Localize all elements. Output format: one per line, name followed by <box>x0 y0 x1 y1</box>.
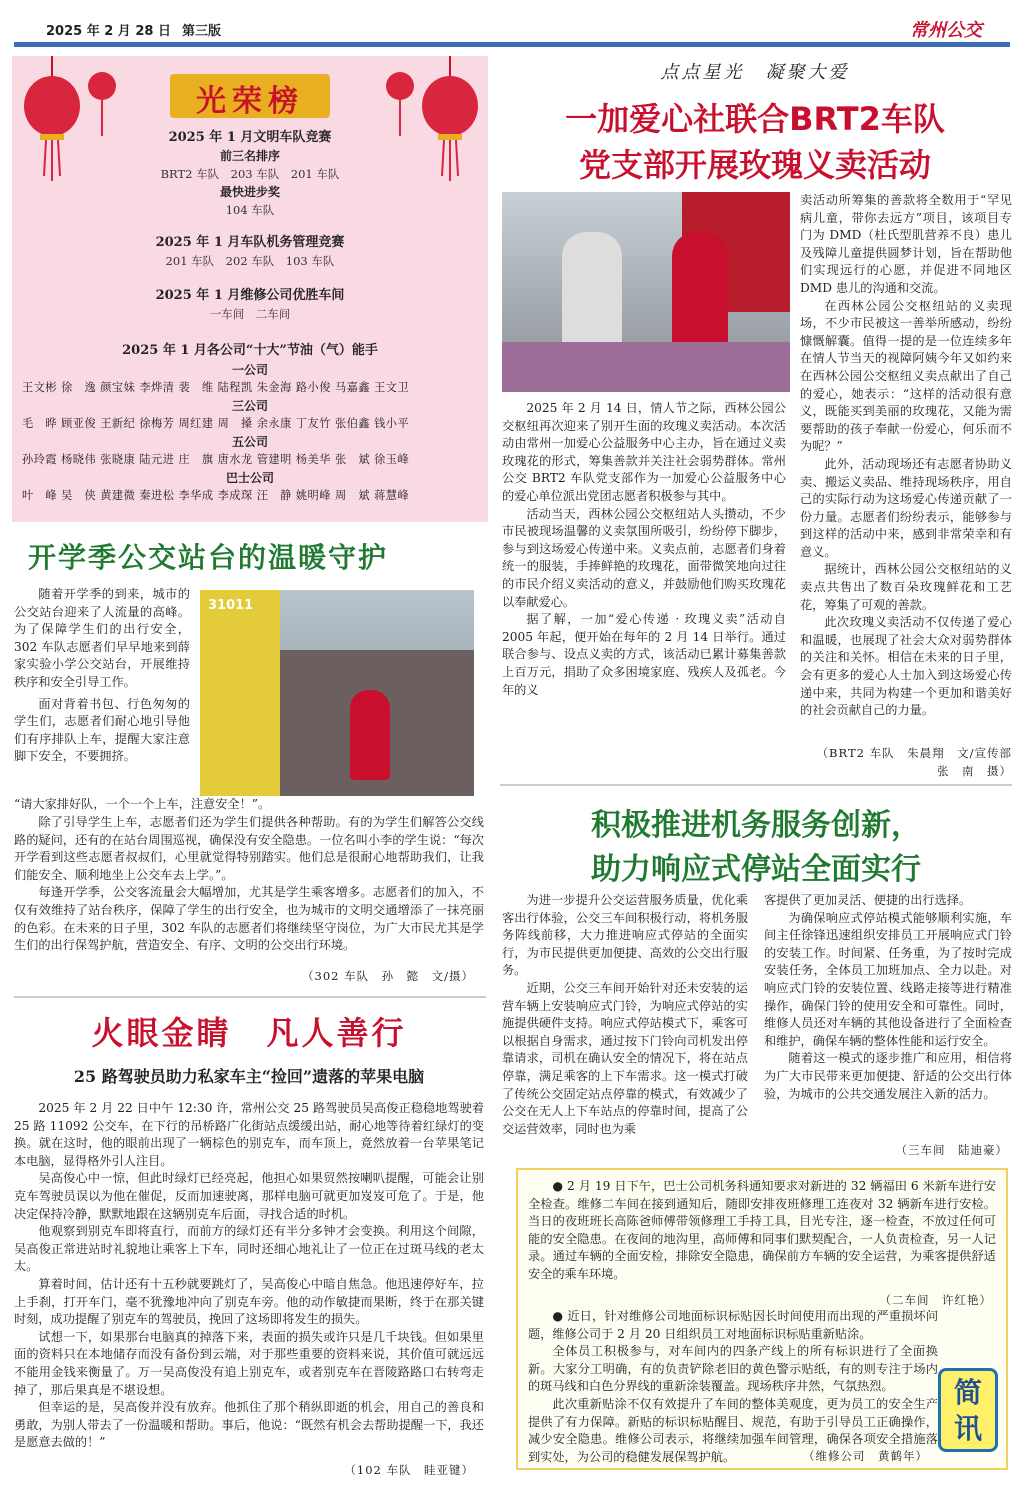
paragraph: 每逢开学季，公交客流量会大幅增加，尤其是学生乘客增多。志愿者们的加入，不仅有效维持了站台秩序，保障了学生的出行安全，也为城市的文明交通增添了一抹亮丽的色彩。在未来的日子里，302 车队的志愿者们将继续坚守岗位，为广大市民尤其是学生们的出行保驾护航，营造安全、有序、文明的公交出行环境。 <box>14 885 484 953</box>
rose-credit: （BRT2 车队 朱晨翔 文/宣传部 张 南 摄） <box>816 746 1024 778</box>
header-rule <box>14 42 1010 47</box>
paragraph: 面对背着书包、行色匆匆的学生们，志愿者们耐心地引导他们有序排队上车，提醒大家注意脚下安全，不要拥挤。 <box>14 696 190 764</box>
paragraph: 全体员工积极参与，对车间内的四条产线上的所有标识进行了全面换新。大家分工明确，有的负责铲除老旧的黄色警示贴纸，有的则专注于场内的斑马线和白色分界线的重新涂装覆盖。现场秩序井然，气氛热烈。 <box>528 1344 938 1394</box>
rose-body-right <box>800 192 1012 720</box>
section-subtitle: 最快进步奖 <box>219 185 280 199</box>
station-headline: 开学季公交站台的温暖守护 <box>28 541 389 574</box>
brief-label <box>938 1368 998 1452</box>
station-photo <box>200 590 474 796</box>
station-credit: （302 车队 孙 懿 文/摄） <box>302 969 474 983</box>
oil-company: 一公司 <box>231 363 268 377</box>
issue-edition: 第三版 <box>182 24 222 39</box>
paragraph: 2025 年 2 月 22 日中午 12:30 许，常州公交 25 路驾驶员吴高俊正稳稳地驾驶着 25 路 11092 公交车，在下行的吊桥路广化街站点缓缓出站，耐心地等待着红绿灯的变换。就在这时，他的眼前出现了一辆棕色的别克车，而车顶上，竟然放着一台苹果笔记本电脑，显得格外引人注目。 <box>14 1101 484 1168</box>
bus-body <box>200 590 280 796</box>
oil-names: 毛 晔 顾亚俊 王新纪 徐梅芳 周红建 周 搡 余永康 丁友竹 张伯鑫 钱小平 <box>22 417 410 430</box>
section-title: 2025 年 1 月文明车队竞赛 <box>168 130 332 145</box>
oil-section <box>12 341 488 505</box>
rose-headline-1: 一加爱心社联合BRT2车队 <box>565 100 945 138</box>
paragraph: 但幸运的是，吴高俊并没有放弃。他抓住了那个稍纵即逝的机会，用自己的善良和勇敢，为别人带去了一份温暖和帮助。事后，他说：“既然有机会去帮助提醒一下，我还是愿意去做的！” <box>14 1400 484 1450</box>
station-intro <box>14 586 190 766</box>
rose-headline-2: 党支部开展玫瑰义卖活动 <box>578 146 931 184</box>
oil-company: 巴士公司 <box>225 471 274 485</box>
brief-item <box>528 1178 996 1284</box>
paragraph: 此次重新贴涂不仅有效提升了车间的整体美观度，更为员工的安全生产提供了有力保障。新贴的标识标贴醒目、规范，有助于引导员工正确操作，减少安全隐患。维修公司表示，将继续加强车间管理，确保各项安全措施落到实处，为公司的稳健发展保驾护航。 <box>528 1396 938 1464</box>
honor-sections <box>12 128 488 505</box>
bus-number: 31011 <box>208 598 254 613</box>
divider <box>14 996 486 998</box>
brand-logo: 常州公交 <box>910 20 982 41</box>
paragraph <box>528 1178 996 1284</box>
oil-company: 三公司 <box>231 399 268 413</box>
honor-board <box>12 56 488 522</box>
station-body <box>14 814 484 955</box>
paragraph: 随着开学季的到来，城市的公交站台迎来了人流量的高峰。为了保障学生们的出行安全，302 车队志愿者们早早地来到薛家实验小学公交站台，开展维持秩序和安全引导工作。 <box>14 587 190 689</box>
brief-text: 2 月 19 日下午，巴士公司机务科通知要求对新进的 32 辆福田 6 米新车进行安全检查。维修二车间在接到通知后，随即安排夜班修理工连夜对 32 辆新车进行安检。当日的夜班班长高陈爸师傅带领修理工手持工具，目光专注，逐一检查，不放过任何可能的安全隐患。在夜间的地沟里，高师傅和同事们默契配合，一人负责检查，另一人记录。通过车辆的全面安检，排除安全隐患，确保前方车辆的安全运营，为乘客提供舒适安全的乘车环境。 <box>528 1179 997 1281</box>
divider <box>500 784 1012 786</box>
paragraph: 此次玫瑰义卖活动不仅传递了爱心和温暖，也展现了社会大众对弱势群体的关注和关怀。相信在未来的日子里，会有更多的爱心人士加入到这场爱心传递中来，共同为构建一个更加和谐美好的社会贡献自己的力量。 <box>800 615 1012 718</box>
paragraph: 为确保响应式停站模式能够顺利实施，车间主任徐锋迅速组织安排员工开展响应式门铃的安装工作。时间紧、任务重，为了按时完成安装任务，全体员工加班加点、全力以赴。对响应式门铃的安装位置、线路走接等进行精准操作，确保门铃的使用安全和可靠性。同时，维修人员还对车辆的其他设备进行了全面检查和维护，确保车辆的整体性能和运行安全。 <box>764 910 1012 1048</box>
bullet-icon: ● <box>552 1179 564 1193</box>
laptop-headline: 火眼金睛 凡人善行 <box>91 1014 407 1052</box>
oil-company: 五公司 <box>231 435 268 449</box>
volunteer-figure <box>350 690 390 780</box>
section-line: BRT2 车队 203 车队 201 车队 <box>160 167 340 181</box>
stop-headline-2: 助力响应式停站全面实行 <box>591 852 921 887</box>
paragraph: 为进一步提升公交运营服务质量，优化乘客出行体验，公交三车间积极行动，将机务服务阵线前移，大力推进响应式停站的全面实行，为市民提供更加便捷、高效的公交出行服务。 <box>502 893 748 978</box>
rose-body-left <box>502 400 786 699</box>
paragraph: 吴高俊心中一惊，但此时绿灯已经亮起，他担心如果贸然按喇叭提醒，可能会让别克车驾驶员误以为他在催促，反而加速驶离，那样电脑可就更加岌岌可危了。于是，他决定保持冷静，默默地跟在这辆别克车后面，寻找合适的时机。 <box>14 1171 484 1221</box>
honor-section <box>12 128 488 219</box>
oil-names: 王文彬 徐 逸 颜宝妹 李烨清 裴 维 陆程凯 朱金海 路小俊 马嘉鑫 王文卫 <box>22 381 410 394</box>
section-line: 一车间 二车间 <box>209 307 291 321</box>
paragraph: 客提供了更加灵活、便捷的出行选择。 <box>764 893 972 907</box>
paragraph <box>528 1308 938 1343</box>
flower-table <box>502 342 790 392</box>
paragraph: 卖活动所筹集的善款将全数用于“罕见病儿童，带你去远方”项目，该项目专门为 DMD（杜氏型肌营养不良）患儿及残障儿童提供圆梦计划，旨在帮助他们实现远行的心愿，并促进不同地区 DMD 患儿的沟通和交流。 <box>800 193 1012 295</box>
paragraph: 活动当天，西林公园公交枢纽站人头攒动，不少市民被现场温馨的义卖氛围所吸引，纷纷停下脚步，参与到这场爱心传递中来。义卖点前，志愿者们身着统一的服装，手捧鲜艳的玫瑰花，面带微笑地向过往的市民介绍义卖活动的意义，并鼓励他们购买玫瑰花以奉献爱心。 <box>502 506 786 609</box>
brief-box <box>516 1168 1008 1470</box>
stop-body-right <box>764 892 1012 1103</box>
oil-names: 孙玲霞 杨晓伟 张晓康 陆元进 庄 旗 唐水龙 管建明 杨美华 张 斌 徐玉峰 <box>22 453 410 466</box>
paragraph: 除了引导学生上车，志愿者们还为学生们提供各种帮助。有的为学生们解答公交线路的疑问，还有的在站台周围巡视，确保没有安全隐患。一位名叫小李的学生说：“每次开学看到这些志愿者叔叔们，心里就觉得特别踏实。他们总是很耐心地帮助我们，让我们能安全、顺利地坐上公交车去上学。”。 <box>14 815 484 882</box>
laptop-credit: （102 车队 眭亚键） <box>344 1463 474 1477</box>
brief-label-text: 简讯 <box>953 1376 982 1445</box>
section-line: 104 车队 <box>225 203 275 217</box>
bullet-icon: ● <box>552 1309 564 1323</box>
stop-headline-1: 积极推进机务服务创新， <box>591 808 921 843</box>
section-title: 2025 年 1 月车队机务管理竞赛 <box>155 235 345 250</box>
brief-credit: （维修公司 黄鹤年） <box>803 1449 928 1463</box>
station-quote: “请大家排好队，一个一个上车，注意安全！”。 <box>14 797 271 811</box>
section-title: 2025 年 1 月维修公司优胜车间 <box>155 288 345 303</box>
rose-kicker: 点点星光 凝聚大爱 <box>660 62 850 83</box>
oil-title: 2025 年 1 月各公司“十大”节油（气）能手 <box>122 343 378 358</box>
section-line: 201 车队 202 车队 103 车队 <box>165 254 335 268</box>
laptop-subtitle: 25 路驾驶员助力私家车主“捡回”遗落的苹果电脑 <box>73 1067 425 1086</box>
paragraph: 据了解，一加“爱心传递 · 玫瑰义卖”活动自 2005 年起，便开始在每年的 2 月 14 日举行。通过联合参与、设点义卖的方式，该活动已累计募集善款上百万元，捐助了众多困境家庭、残疾人及孤老。今年的义 <box>502 612 786 697</box>
oil-names: 叶 峰 吴 侠 黄建微 秦进松 李华成 李成琛 汪 静 姚明峰 周 斌 蒋慧峰 <box>22 489 410 502</box>
page-header <box>14 14 1010 44</box>
brief-text: 近日，针对维修公司地面标识标贴因长时间使用而出现的严重损坏问题，维修公司于 2 月 20 日组织员工对地面标识标贴重新贴涂。 <box>528 1309 939 1341</box>
honor-section <box>12 233 488 270</box>
section-subtitle: 前三名排序 <box>219 149 280 163</box>
rose-photo <box>502 192 790 392</box>
brief-credit: （二车间 许红艳） <box>879 1293 992 1307</box>
honor-section <box>12 286 488 323</box>
laptop-body <box>14 1100 484 1452</box>
paragraph: 据统计，西林公园公交枢纽站的义卖点共售出了数百朵玫瑰鲜花和工艺花，筹集了可观的善款。 <box>800 562 1012 612</box>
stop-credit: （三车间 陆迪豪） <box>895 1143 1008 1157</box>
honor-title: 光荣榜 <box>196 84 304 119</box>
paragraph: 他观察到别克车即将直行，而前方的绿灯还有半分多钟才会变换。利用这个间隙，吴高俊正常进站时礼貌地让乘客上下车，同时还细心地礼让了一位正在过斑马线的老太太。 <box>14 1224 484 1274</box>
paragraph: 试想一下，如果那台电脑真的掉落下来，表面的损失或许只是几千块钱。但如果里面的资料只在本地储存而没有备份到云端，对于那些重要的资料来说，其价值可就远远不能用金钱来衡量了。万一吴高俊没有追上别克车，或者别克车在晋陵路路口右转弯走掉了，那后果真是不堪设想。 <box>14 1329 484 1397</box>
paragraph: 随着这一模式的逐步推广和应用，相信将为广大市民带来更加便捷、舒适的公交出行体验，为城市的公共交通发展注入新的活力。 <box>764 1051 1012 1101</box>
paragraph: 此外，活动现场还有志愿者协助义卖、搬运义卖品、维持现场秩序，用自己的实际行动为这场爱心传递贡献了一份力量。志愿者们纷纷表示，能够参与到这样的活动中来，感到非常荣幸和有意义。 <box>800 456 1012 559</box>
paragraph: 近期，公交三车间开始针对还未安装的运营车辆上安装响应式门铃，为响应式停站的实施提供硬件支持。响应式停站模式下，乘客可以根据自身需求，通过按下门铃向司机发出停靠请求，司机在确认安全的情况下，将在站点停靠，满足乘客的上下车需求。这一模式打破了传统公交固定站点停靠的模式，有效减少了公交在无人上下车站点的停靠时间，提高了公交运营效率，同时也为乘 <box>502 980 748 1136</box>
brief-item <box>528 1308 938 1466</box>
paragraph: 在西林公园公交枢纽站的义卖现场，不少市民被这一善举所感动，纷纷慷慨解囊。值得一提的是一位连续多年在情人节当天的视障阿姨今年又如约来在西林公园公交枢纽义卖点献出了自己的爱心，她表示：“这样的活动很有意义，既能买到美丽的玫瑰花，又能为需要帮助的孩子奉献一份爱心，何乐而不为呢？” <box>800 298 1012 454</box>
stop-body-left <box>502 892 748 1138</box>
issue-date: 2025 年 2 月 28 日 <box>46 24 171 39</box>
paragraph: 2025 年 2 月 14 日，情人节之际，西林公园公交枢纽再次迎来了别开生面的玫瑰义卖活动。本次活动由常州一加爱心公益服务中心主办，旨在通过义卖玫瑰花的形式，筹集善款并关注社会弱势群体。常州公交 BRT2 车队党支部作为一加爱心公益服务中心的爱心单位派出党团志愿者积极参与其中。 <box>502 401 786 503</box>
paragraph: 算着时间，估计还有十五秒就要跳灯了，吴高俊心中暗自焦急。他迅速停好车，拉上手刹，打开车门，毫不犹豫地冲向了别克车旁。他的动作敏捷而果断，终于在那关键时刻，成功提醒了别克车的驾驶员，挽回了这场即将发生的损失。 <box>14 1276 484 1327</box>
